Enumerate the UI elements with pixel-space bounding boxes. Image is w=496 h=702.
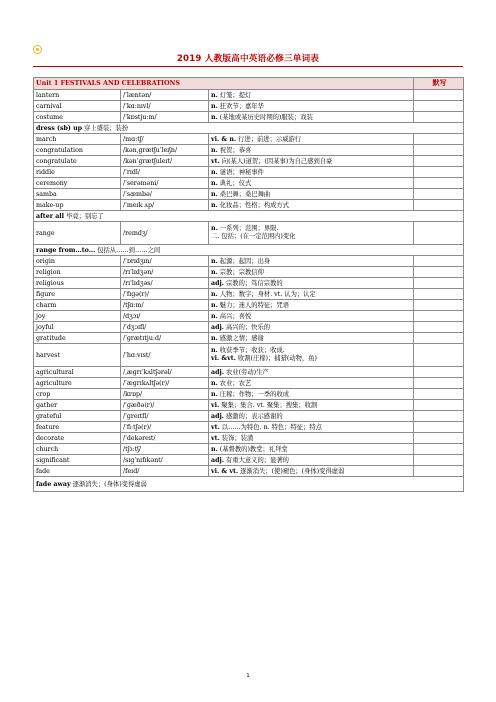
definition-line [211, 324, 270, 331]
definition-line [211, 313, 251, 320]
phonetic-cell: /rɪˈlɪdʒəs/ [121, 278, 209, 289]
definition-text: 收割(庄稼)；捕猎(动物，鱼) [237, 355, 317, 362]
definition-line [211, 391, 289, 398]
vocab-row [34, 200, 464, 211]
vocab-row [34, 256, 464, 267]
definition-text: 农业(劳动)生产 [225, 368, 269, 376]
phrase-row [34, 477, 464, 492]
dictation-cell[interactable] [414, 311, 464, 322]
part-of-speech: vi. [211, 401, 220, 409]
title-underline [33, 66, 463, 67]
part-of-speech: vi. & vt. [211, 467, 239, 475]
word-cell: congratulate [34, 156, 121, 167]
definition-text: 祝贺；恭喜 [219, 146, 252, 154]
definition-line [211, 169, 264, 176]
phonetic-cell: /ˈserəməni/ [121, 178, 209, 189]
word-cell: grateful [34, 411, 121, 422]
phonetic-cell: /ˈhɑːvɪst/ [121, 344, 209, 367]
dictation-cell[interactable] [414, 200, 464, 211]
word-cell: gratitude [34, 333, 121, 344]
phonetic-cell: /ˈmeɪk ʌp/ [121, 200, 209, 211]
definition-text: 人物；数字；身材. vt. 认为；认定 [219, 290, 316, 298]
phonetic-cell: /ˈdʒɔɪfl/ [121, 322, 209, 333]
dictation-cell[interactable] [414, 400, 464, 411]
definition-line [211, 335, 264, 342]
vocab-row [34, 90, 464, 101]
phonetic-cell: /rɪˈlɪdʒən/ [121, 267, 209, 278]
dictation-cell[interactable] [414, 112, 464, 123]
definition-cell [209, 112, 414, 123]
phonetic-cell: /mɑːtʃ/ [121, 134, 209, 145]
vocab-row [34, 112, 464, 123]
word-cell: fade [34, 466, 121, 477]
dictation-cell[interactable] [414, 378, 464, 389]
vocab-row [34, 222, 464, 245]
vocab-row [34, 156, 464, 167]
part-of-speech: vi. & n. [211, 135, 237, 143]
dictation-cell[interactable] [414, 156, 464, 167]
definition-line [211, 355, 413, 363]
dictation-cell[interactable] [414, 256, 464, 267]
phonetic-cell: /ˈfiːtʃə(r)/ [121, 422, 209, 433]
dictation-cell[interactable] [414, 222, 464, 245]
dictation-cell[interactable] [414, 466, 464, 477]
definition-text: 庄稼；作物；一季的收成 [219, 390, 290, 398]
word-cell: church [34, 444, 121, 455]
phonetic-cell: /feɪd/ [121, 466, 209, 477]
definition-cell [209, 256, 414, 267]
dictation-cell[interactable] [414, 455, 464, 466]
word-cell: carnival [34, 101, 121, 112]
part-of-speech: n. [211, 91, 218, 99]
definition-line [211, 92, 251, 99]
definition-cell [209, 134, 414, 145]
definition-cell [209, 145, 414, 156]
definition-cell [209, 278, 414, 289]
dictation-cell[interactable] [414, 189, 464, 200]
definition-line [211, 147, 251, 154]
part-of-speech: adj. [211, 456, 224, 464]
definition-cell [209, 90, 414, 101]
definition-text: (某地或某历史时期的)服装；戏装 [219, 113, 313, 121]
definition-text: 宗教；宗教信仰 [219, 268, 264, 276]
definition-line [211, 191, 270, 198]
part-of-speech: vt. [211, 434, 220, 442]
definition-cell [209, 433, 414, 444]
part-of-speech: n. [211, 334, 218, 342]
dictation-cell[interactable] [414, 300, 464, 311]
word-cell: lantern [34, 90, 121, 101]
part-of-speech: n. [211, 190, 218, 198]
definition-text: 感激的；表示感谢的 [225, 412, 283, 420]
definition-text: 逐渐消失；(使)褪色；(身体)变得虚弱 [240, 467, 345, 475]
word-cell: riddle [34, 167, 121, 178]
part-of-speech: n. [211, 113, 218, 121]
dictation-cell[interactable] [414, 389, 464, 400]
phonetic-cell: /ˈɒrɪdʒɪn/ [121, 256, 209, 267]
part-of-speech: n. [211, 268, 218, 276]
definition-text: 化妆品；性格；构成方式 [219, 201, 290, 209]
definition-line [211, 347, 413, 355]
definition-line [211, 233, 413, 241]
phrase-text: range from…to… [36, 246, 96, 254]
phonetic-cell: /ˈɡæðə(r)/ [121, 400, 209, 411]
part-of-speech: n. [211, 257, 218, 265]
word-cell: figure [34, 289, 121, 300]
dictation-cell[interactable] [414, 289, 464, 300]
dictation-cell[interactable] [414, 278, 464, 289]
dictation-column-header: 默写 [414, 78, 464, 90]
part-of-speech: vt. [211, 423, 220, 431]
word-cell: harvest [34, 344, 121, 367]
vocab-row [34, 289, 464, 300]
phrase-meaning: 毕竟；别忘了 [66, 212, 104, 220]
vocab-row [34, 389, 464, 400]
definition-cell [209, 367, 414, 378]
definition-text: 有重大意义的；显著的 [225, 456, 289, 464]
definition-cell [209, 411, 414, 422]
word-cell: congratulation [34, 145, 121, 156]
definition-cell [209, 378, 414, 389]
vocab-row [34, 333, 464, 344]
phrase-cell [34, 245, 464, 256]
definition-line [211, 103, 264, 110]
word-cell: significant [34, 455, 121, 466]
word-cell: range [34, 222, 121, 245]
definition-line [211, 369, 269, 376]
phrase-row [34, 245, 464, 256]
part-of-speech: vt. [211, 157, 220, 165]
word-cell: crop [34, 389, 121, 400]
definition-cell [209, 289, 414, 300]
part-of-speech: n. [211, 168, 218, 176]
definition-text: 向(某人)道贺；(因某事)为自己感到自豪 [221, 157, 333, 165]
phrase-text: after all [36, 212, 65, 220]
phrase-text: fade away [36, 480, 71, 488]
vocab-row [34, 422, 464, 433]
definition-cell [209, 444, 414, 455]
phrase-meaning: 包括从……到……之间 [97, 246, 161, 254]
vocab-row [34, 101, 464, 112]
definition-line [211, 446, 288, 453]
word-cell: feature [34, 422, 121, 433]
definition-text: (基督教的)教堂；礼拜堂 [219, 445, 288, 453]
definition-line [211, 380, 251, 387]
vocab-row [34, 433, 464, 444]
dictation-cell[interactable] [414, 145, 464, 156]
unit-heading: Unit 1 FESTIVALS AND CELEBRATIONS [34, 78, 414, 90]
definition-cell [209, 311, 414, 322]
definition-text: 狂欢节；嘉年华 [219, 102, 264, 110]
vocab-row [34, 378, 464, 389]
definition-text: 桑巴舞；桑巴舞曲 [219, 190, 271, 198]
definition-cell [209, 167, 414, 178]
definition-line [211, 424, 322, 431]
part-of-speech: adj. [211, 279, 224, 287]
dictation-cell[interactable] [414, 178, 464, 189]
definition-line [211, 291, 316, 298]
definition-text: 典礼；仪式 [219, 179, 252, 187]
phonetic-cell: /kənˈɡrætʃuleɪt/ [121, 156, 209, 167]
phonetic-cell: /krɒp/ [121, 389, 209, 400]
definition-line [211, 302, 289, 309]
phonetic-cell: /tʃɑːm/ [121, 300, 209, 311]
phonetic-cell: /ˈkɒstjuːm/ [121, 112, 209, 123]
phrase-cell [34, 211, 464, 222]
definition-text: 起源；起因；出身 [219, 257, 271, 265]
definition-cell [209, 189, 414, 200]
phrase-row [34, 123, 464, 134]
phonetic-cell: /ˈæɡrɪkʌltʃə(r)/ [121, 378, 209, 389]
word-cell: joy [34, 311, 121, 322]
vocab-row [34, 189, 464, 200]
definition-cell [209, 222, 414, 245]
unit-header-row [34, 78, 464, 90]
vocab-row [34, 134, 464, 145]
word-cell: charm [34, 300, 121, 311]
vocab-row [34, 311, 464, 322]
vocab-row [34, 322, 464, 333]
definition-text: 高兴；喜悦 [219, 312, 252, 320]
definition-text: 二. 包括；(在一定范围内)变化 [211, 233, 296, 240]
word-cell: decorate [34, 433, 121, 444]
definition-cell [209, 400, 414, 411]
vocab-row [34, 167, 464, 178]
phrase-meaning: 逐渐消失；(身体)变得虚弱 [72, 480, 147, 488]
definition-text: 聚集；集合. vt. 聚集；搜集；收割 [221, 401, 318, 409]
phrase-text: dress (sb) up [36, 124, 83, 132]
phonetic-cell: /sɪɡˈnɪfɪkənt/ [121, 455, 209, 466]
word-cell: religious [34, 278, 121, 289]
definition-line [211, 258, 270, 265]
phrase-row [34, 211, 464, 222]
vocab-row [34, 455, 464, 466]
definition-cell [209, 267, 414, 278]
phonetic-cell: /ˈsæmbə/ [121, 189, 209, 200]
phonetic-cell: /ˈɡreɪtfl/ [121, 411, 209, 422]
vocab-row [34, 267, 464, 278]
dictation-cell[interactable] [414, 333, 464, 344]
definition-line [211, 468, 344, 475]
definition-line [211, 413, 283, 420]
definition-cell [209, 322, 414, 333]
definition-text: 装饰；装潢 [221, 434, 254, 442]
definition-line [211, 180, 251, 187]
phonetic-cell: /ˈdekəreɪt/ [121, 433, 209, 444]
dictation-cell[interactable] [414, 411, 464, 422]
definition-text: 农业；农艺 [219, 379, 252, 387]
phonetic-cell: /reɪndʒ/ [121, 222, 209, 245]
part-of-speech: adj. [211, 368, 224, 376]
definition-text: 行进；前进；示威游行 [238, 135, 302, 143]
part-of-speech: n. [211, 225, 218, 232]
phonetic-cell: /ˈrɪdl/ [121, 167, 209, 178]
definition-cell [209, 455, 414, 466]
phonetic-cell: /kənˌɡrætʃuˈleɪʃn/ [121, 145, 209, 156]
definition-line [211, 158, 332, 165]
dictation-cell[interactable] [414, 134, 464, 145]
word-cell: joyful [34, 322, 121, 333]
definition-cell [209, 101, 414, 112]
phonetic-cell: /ˈfɪɡə(r)/ [121, 289, 209, 300]
definition-text: 一系列；范围；界限. [219, 225, 279, 232]
definition-text: 高兴的；快乐的 [225, 323, 271, 331]
dictation-cell[interactable] [414, 444, 464, 455]
word-cell: agriculture [34, 378, 121, 389]
dictation-cell[interactable] [414, 322, 464, 333]
vocab-row [34, 466, 464, 477]
phonetic-cell: /ˌæɡrɪˈkʌltʃərəl/ [121, 367, 209, 378]
dictation-cell[interactable] [414, 101, 464, 112]
definition-text: 收获季节；收获；收成. [219, 347, 285, 354]
word-cell: samba [34, 189, 121, 200]
dictation-cell[interactable] [414, 344, 464, 367]
word-cell: ceremony [34, 178, 121, 189]
part-of-speech: n. [211, 347, 218, 354]
phonetic-cell: /ˈlæntən/ [121, 90, 209, 101]
phonetic-cell: /ˈɡrætɪtjuːd/ [121, 333, 209, 344]
dictation-cell[interactable] [414, 433, 464, 444]
definition-line [211, 457, 289, 464]
definition-text: 谜语；神秘事件 [219, 168, 264, 176]
word-cell: religion [34, 267, 121, 278]
definition-cell [209, 200, 414, 211]
definition-cell [209, 333, 414, 344]
vocabulary-table-body [34, 78, 464, 492]
dictation-cell[interactable] [414, 90, 464, 101]
vocab-row [34, 344, 464, 367]
definition-line [211, 435, 253, 442]
vocabulary-table [33, 77, 464, 492]
part-of-speech: n. [211, 146, 218, 154]
part-of-speech: n. [211, 179, 218, 187]
phrase-cell [34, 477, 464, 492]
definition-text: 感激之情；感谢 [219, 334, 264, 342]
definition-line [211, 202, 289, 209]
word-cell: make-up [34, 200, 121, 211]
vocab-row [34, 411, 464, 422]
phonetic-cell: /dʒɔɪ/ [121, 311, 209, 322]
definition-cell [209, 389, 414, 400]
dictation-cell[interactable] [414, 167, 464, 178]
definition-cell [209, 178, 414, 189]
part-of-speech: adj. [211, 323, 224, 331]
part-of-speech: vi. &vt. [211, 355, 236, 362]
word-cell: origin [34, 256, 121, 267]
part-of-speech: n. [211, 201, 218, 209]
dictation-cell[interactable] [414, 422, 464, 433]
vocab-row [34, 444, 464, 455]
vocab-row [34, 278, 464, 289]
definition-line [211, 402, 317, 409]
definition-cell [209, 156, 414, 167]
definition-text: 灯笼；提灯 [219, 91, 252, 99]
part-of-speech: n. [211, 390, 218, 398]
definition-cell [209, 344, 414, 367]
definition-line [211, 136, 301, 143]
definition-line [211, 225, 413, 233]
definition-cell [209, 466, 414, 477]
definition-line [211, 114, 313, 121]
document-title: 2019 人教版高中英语必修三单词表 [176, 54, 320, 64]
definition-line [211, 280, 283, 287]
part-of-speech: n. [211, 290, 218, 298]
word-cell: agricultural [34, 367, 121, 378]
part-of-speech: n. [211, 445, 218, 453]
vocab-row [34, 367, 464, 378]
definition-cell [209, 300, 414, 311]
dictation-cell[interactable] [414, 367, 464, 378]
phonetic-cell: /tʃɜːtʃ/ [121, 444, 209, 455]
definition-text: 宗教的；笃信宗教的 [225, 279, 283, 287]
word-cell: costume [34, 112, 121, 123]
phonetic-cell: /ˈkɑːnɪvl/ [121, 101, 209, 112]
part-of-speech: n. [211, 312, 218, 320]
vocab-row [34, 300, 464, 311]
part-of-speech: n. [211, 379, 218, 387]
vocab-row [34, 145, 464, 156]
word-cell: gather [34, 400, 121, 411]
definition-text: 魅力；迷人的特征；咒语 [219, 301, 290, 309]
part-of-speech: adj. [211, 412, 224, 420]
phrase-meaning: 穿上盛装；装扮 [84, 124, 129, 132]
vocab-row [34, 400, 464, 411]
phrase-cell [34, 123, 464, 134]
page-number: 1 [246, 673, 250, 679]
part-of-speech: n. [211, 301, 218, 309]
part-of-speech: n. [211, 102, 218, 110]
dictation-cell[interactable] [414, 267, 464, 278]
word-cell: march [34, 134, 121, 145]
definition-line [211, 269, 264, 276]
definition-cell [209, 422, 414, 433]
definition-text: 以……为特色. n. 特色；特征；特点 [221, 423, 322, 431]
vocab-row [34, 178, 464, 189]
